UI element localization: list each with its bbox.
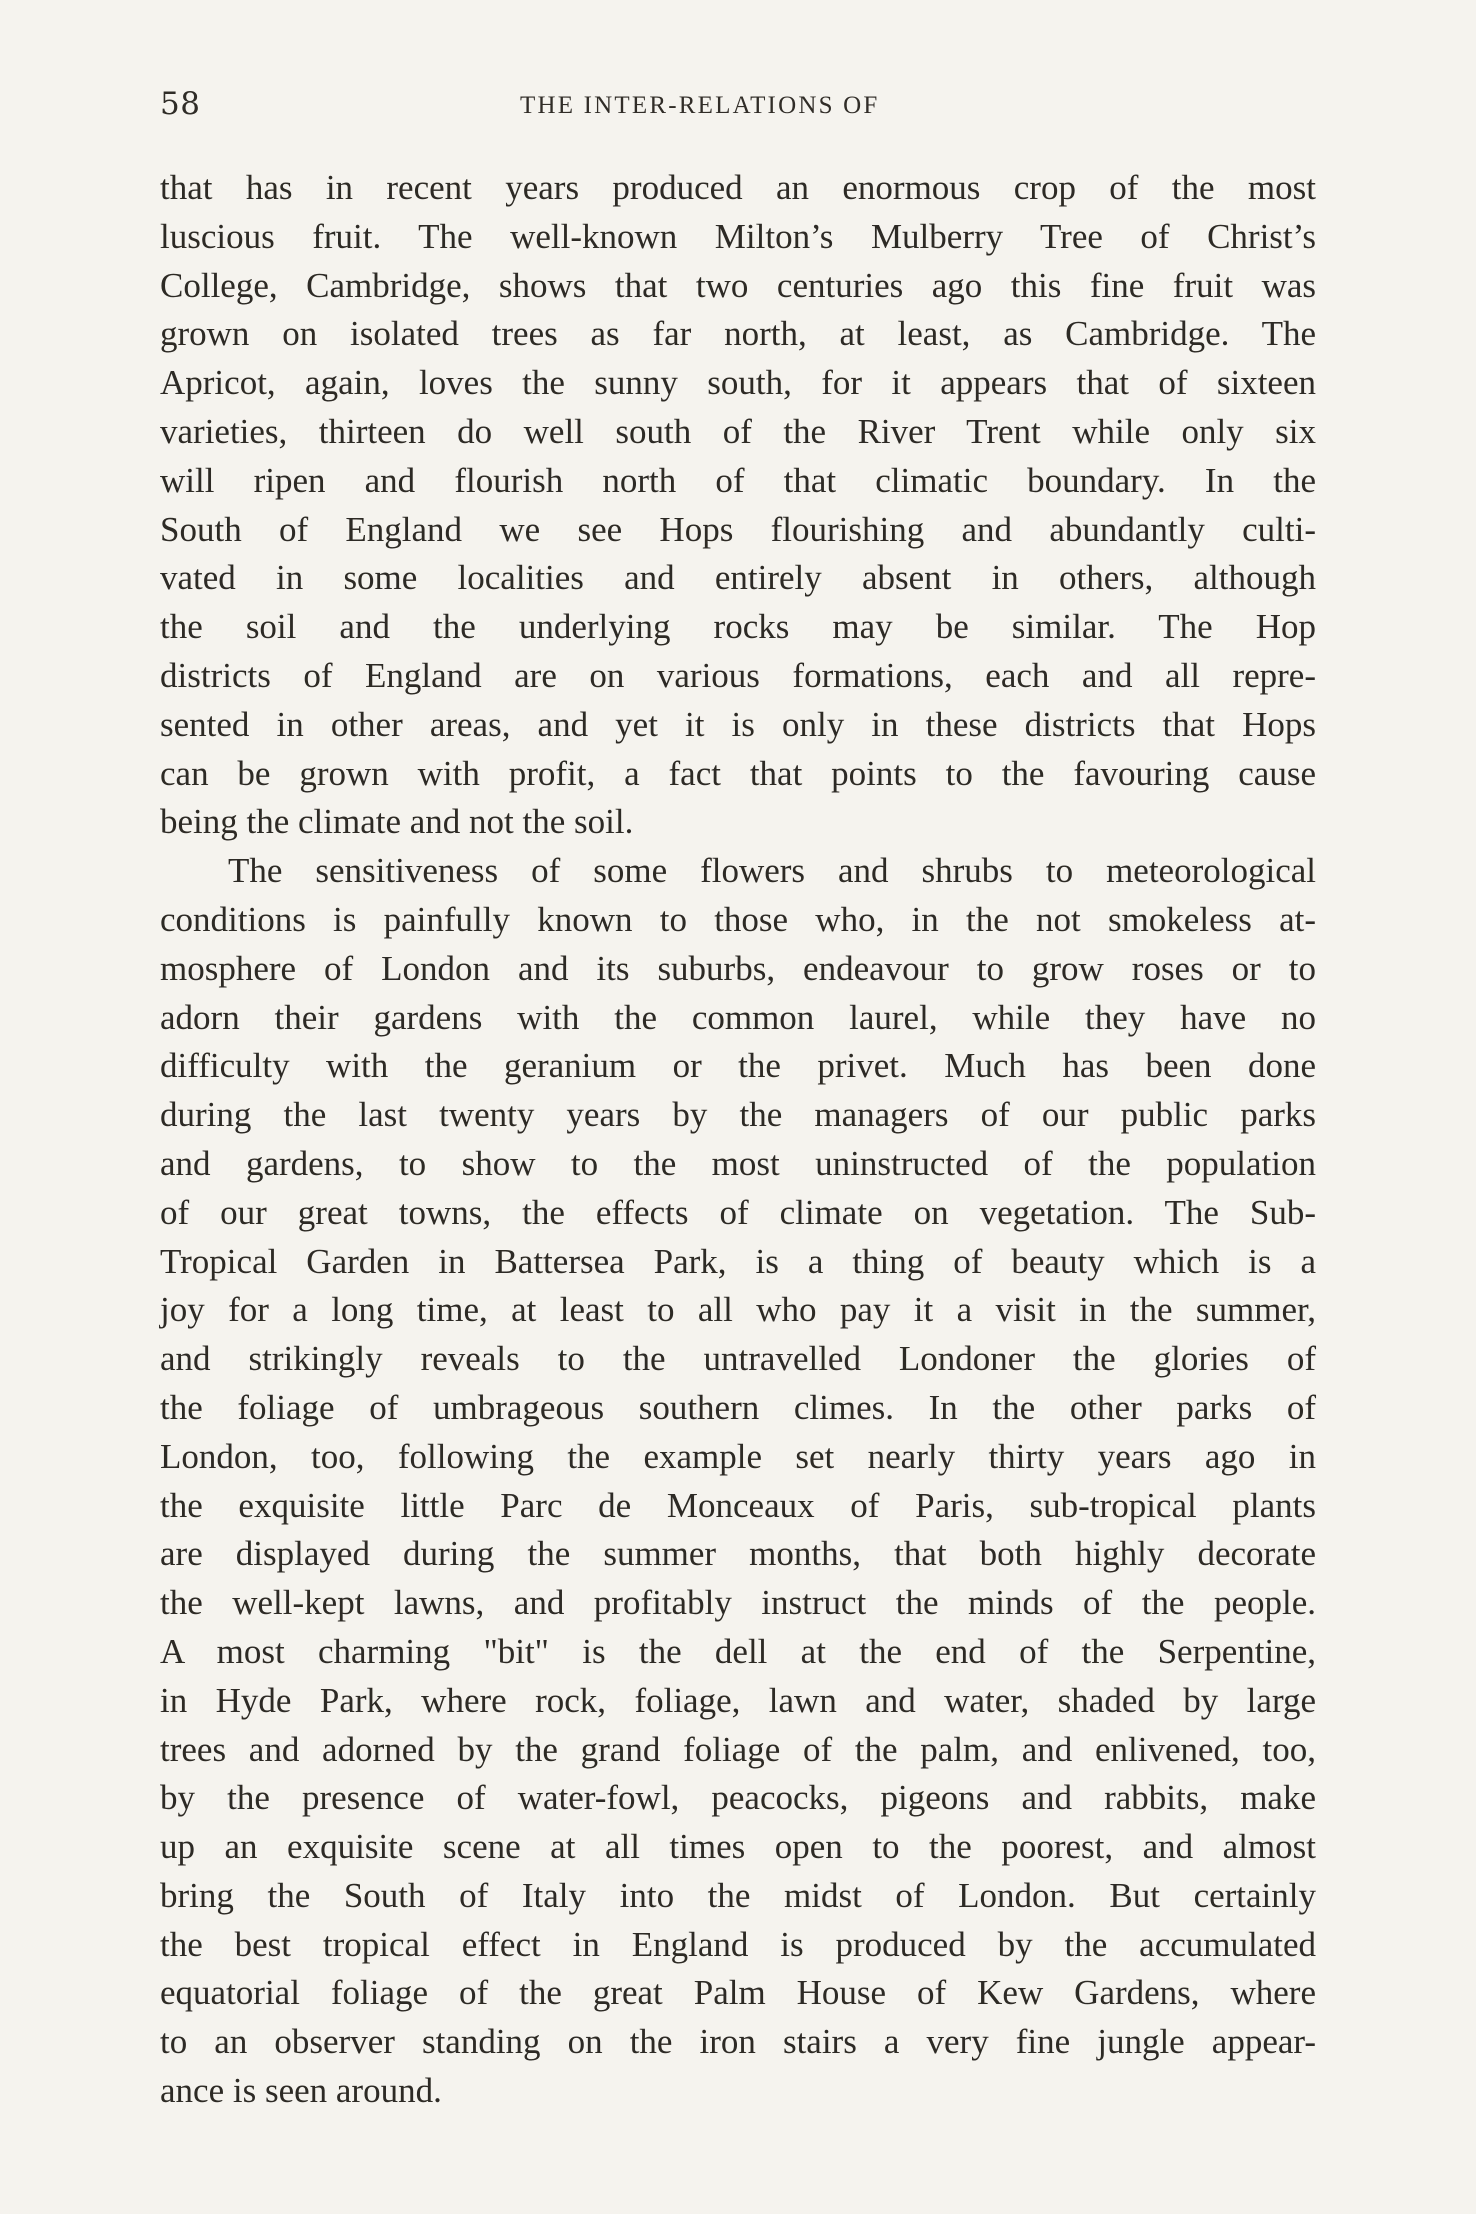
text-line: vated in some localities and entirely absent in others, although bbox=[160, 558, 1316, 598]
text-line: The sensitiveness of some flowers and shrubs to meteorological bbox=[228, 851, 1316, 891]
running-title: THE INTER-RELATIONS OF bbox=[520, 92, 880, 119]
text-line: difficulty with the geranium or the privet. Much has been done bbox=[160, 1046, 1316, 1086]
text-line: the foliage of umbrageous southern climes. In the other parks of bbox=[160, 1387, 1316, 1427]
text-line: the soil and the underlying rocks may be similar. The Hop bbox=[160, 607, 1316, 647]
page-header bbox=[160, 86, 1316, 126]
text-line: being the climate and not the soil. bbox=[160, 802, 634, 842]
text-line: joy for a long time, at least to all who pay it a visit in the summer, bbox=[160, 1290, 1316, 1330]
text-line: mosphere of London and its suburbs, endeavour to grow roses or to bbox=[160, 948, 1316, 988]
text-line: grown on isolated trees as far north, at least, as Cambridge. The bbox=[160, 314, 1316, 354]
text-line: bring the South of Italy into the midst of London. But certainly bbox=[160, 1875, 1316, 1915]
text-line: the well-kept lawns, and profitably instruct the minds of the people. bbox=[160, 1583, 1316, 1623]
text-line: Tropical Garden in Battersea Park, is a thing of beauty which is a bbox=[160, 1241, 1316, 1281]
text-line: to an observer standing on the iron stairs a very fine jungle appear- bbox=[160, 2022, 1316, 2062]
text-line: that has in recent years produced an enormous crop of the most bbox=[160, 168, 1316, 207]
text-line: luscious fruit. The well-known Milton’s Mulberry Tree of Christ’s bbox=[160, 216, 1316, 256]
text-line: will ripen and flourish north of that climatic boundary. In the bbox=[160, 460, 1316, 500]
text-line: can be grown with profit, a fact that points to the favouring cause bbox=[160, 753, 1316, 793]
text-line: in Hyde Park, where rock, foliage, lawn and water, shaded by large bbox=[160, 1680, 1316, 1720]
text-line: equatorial foliage of the great Palm House of Kew Gardens, where bbox=[160, 1973, 1316, 2013]
text-line: districts of England are on various formations, each and all repre- bbox=[160, 655, 1316, 695]
text-line: by the presence of water-fowl, peacocks, pigeons and rabbits, make bbox=[160, 1778, 1316, 1818]
page-number: 58 bbox=[160, 86, 201, 122]
text-line: College, Cambridge, shows that two centuries ago this fine fruit was bbox=[160, 265, 1316, 305]
text-line: London, too, following the example set nearly thirty years ago in bbox=[160, 1436, 1316, 1476]
text-line: Apricot, again, loves the sunny south, for it appears that of sixteen bbox=[160, 363, 1316, 403]
text-line: trees and adorned by the grand foliage of the palm, and enlivened, too, bbox=[160, 1729, 1316, 1769]
text-line: adorn their gardens with the common laurel, while they have no bbox=[160, 997, 1316, 1037]
paragraph-2 bbox=[160, 847, 1316, 2116]
text-line: conditions is painfully known to those who, in the not smokeless at- bbox=[160, 899, 1316, 939]
paragraph-1 bbox=[160, 164, 1316, 847]
text-line: during the last twenty years by the managers of our public parks bbox=[160, 1095, 1316, 1135]
text-line: and strikingly reveals to the untravelled Londoner the glories of bbox=[160, 1339, 1316, 1379]
text-line: A most charming "bit" is the dell at the end of the Serpentine, bbox=[160, 1631, 1316, 1671]
text-line: the best tropical effect in England is produced by the accumulated bbox=[160, 1924, 1316, 1964]
text-line: and gardens, to show to the most uninstructed of the population bbox=[160, 1143, 1316, 1183]
text-line: the exquisite little Parc de Monceaux of Paris, sub-tropical plants bbox=[160, 1485, 1316, 1525]
text-line: of our great towns, the effects of climate on vegetation. The Sub- bbox=[160, 1192, 1316, 1232]
text-line: are displayed during the summer months, that both highly decorate bbox=[160, 1534, 1316, 1574]
text-line: ance is seen around. bbox=[160, 2071, 442, 2111]
text-line: up an exquisite scene at all times open to the poorest, and almost bbox=[160, 1827, 1316, 1867]
text-line: South of England we see Hops flourishing and abundantly culti- bbox=[160, 509, 1316, 549]
body-text bbox=[160, 164, 1316, 2116]
text-line: sented in other areas, and yet it is only in these districts that Hops bbox=[160, 704, 1316, 744]
text-line: varieties, thirteen do well south of the River Trent while only six bbox=[160, 411, 1316, 451]
